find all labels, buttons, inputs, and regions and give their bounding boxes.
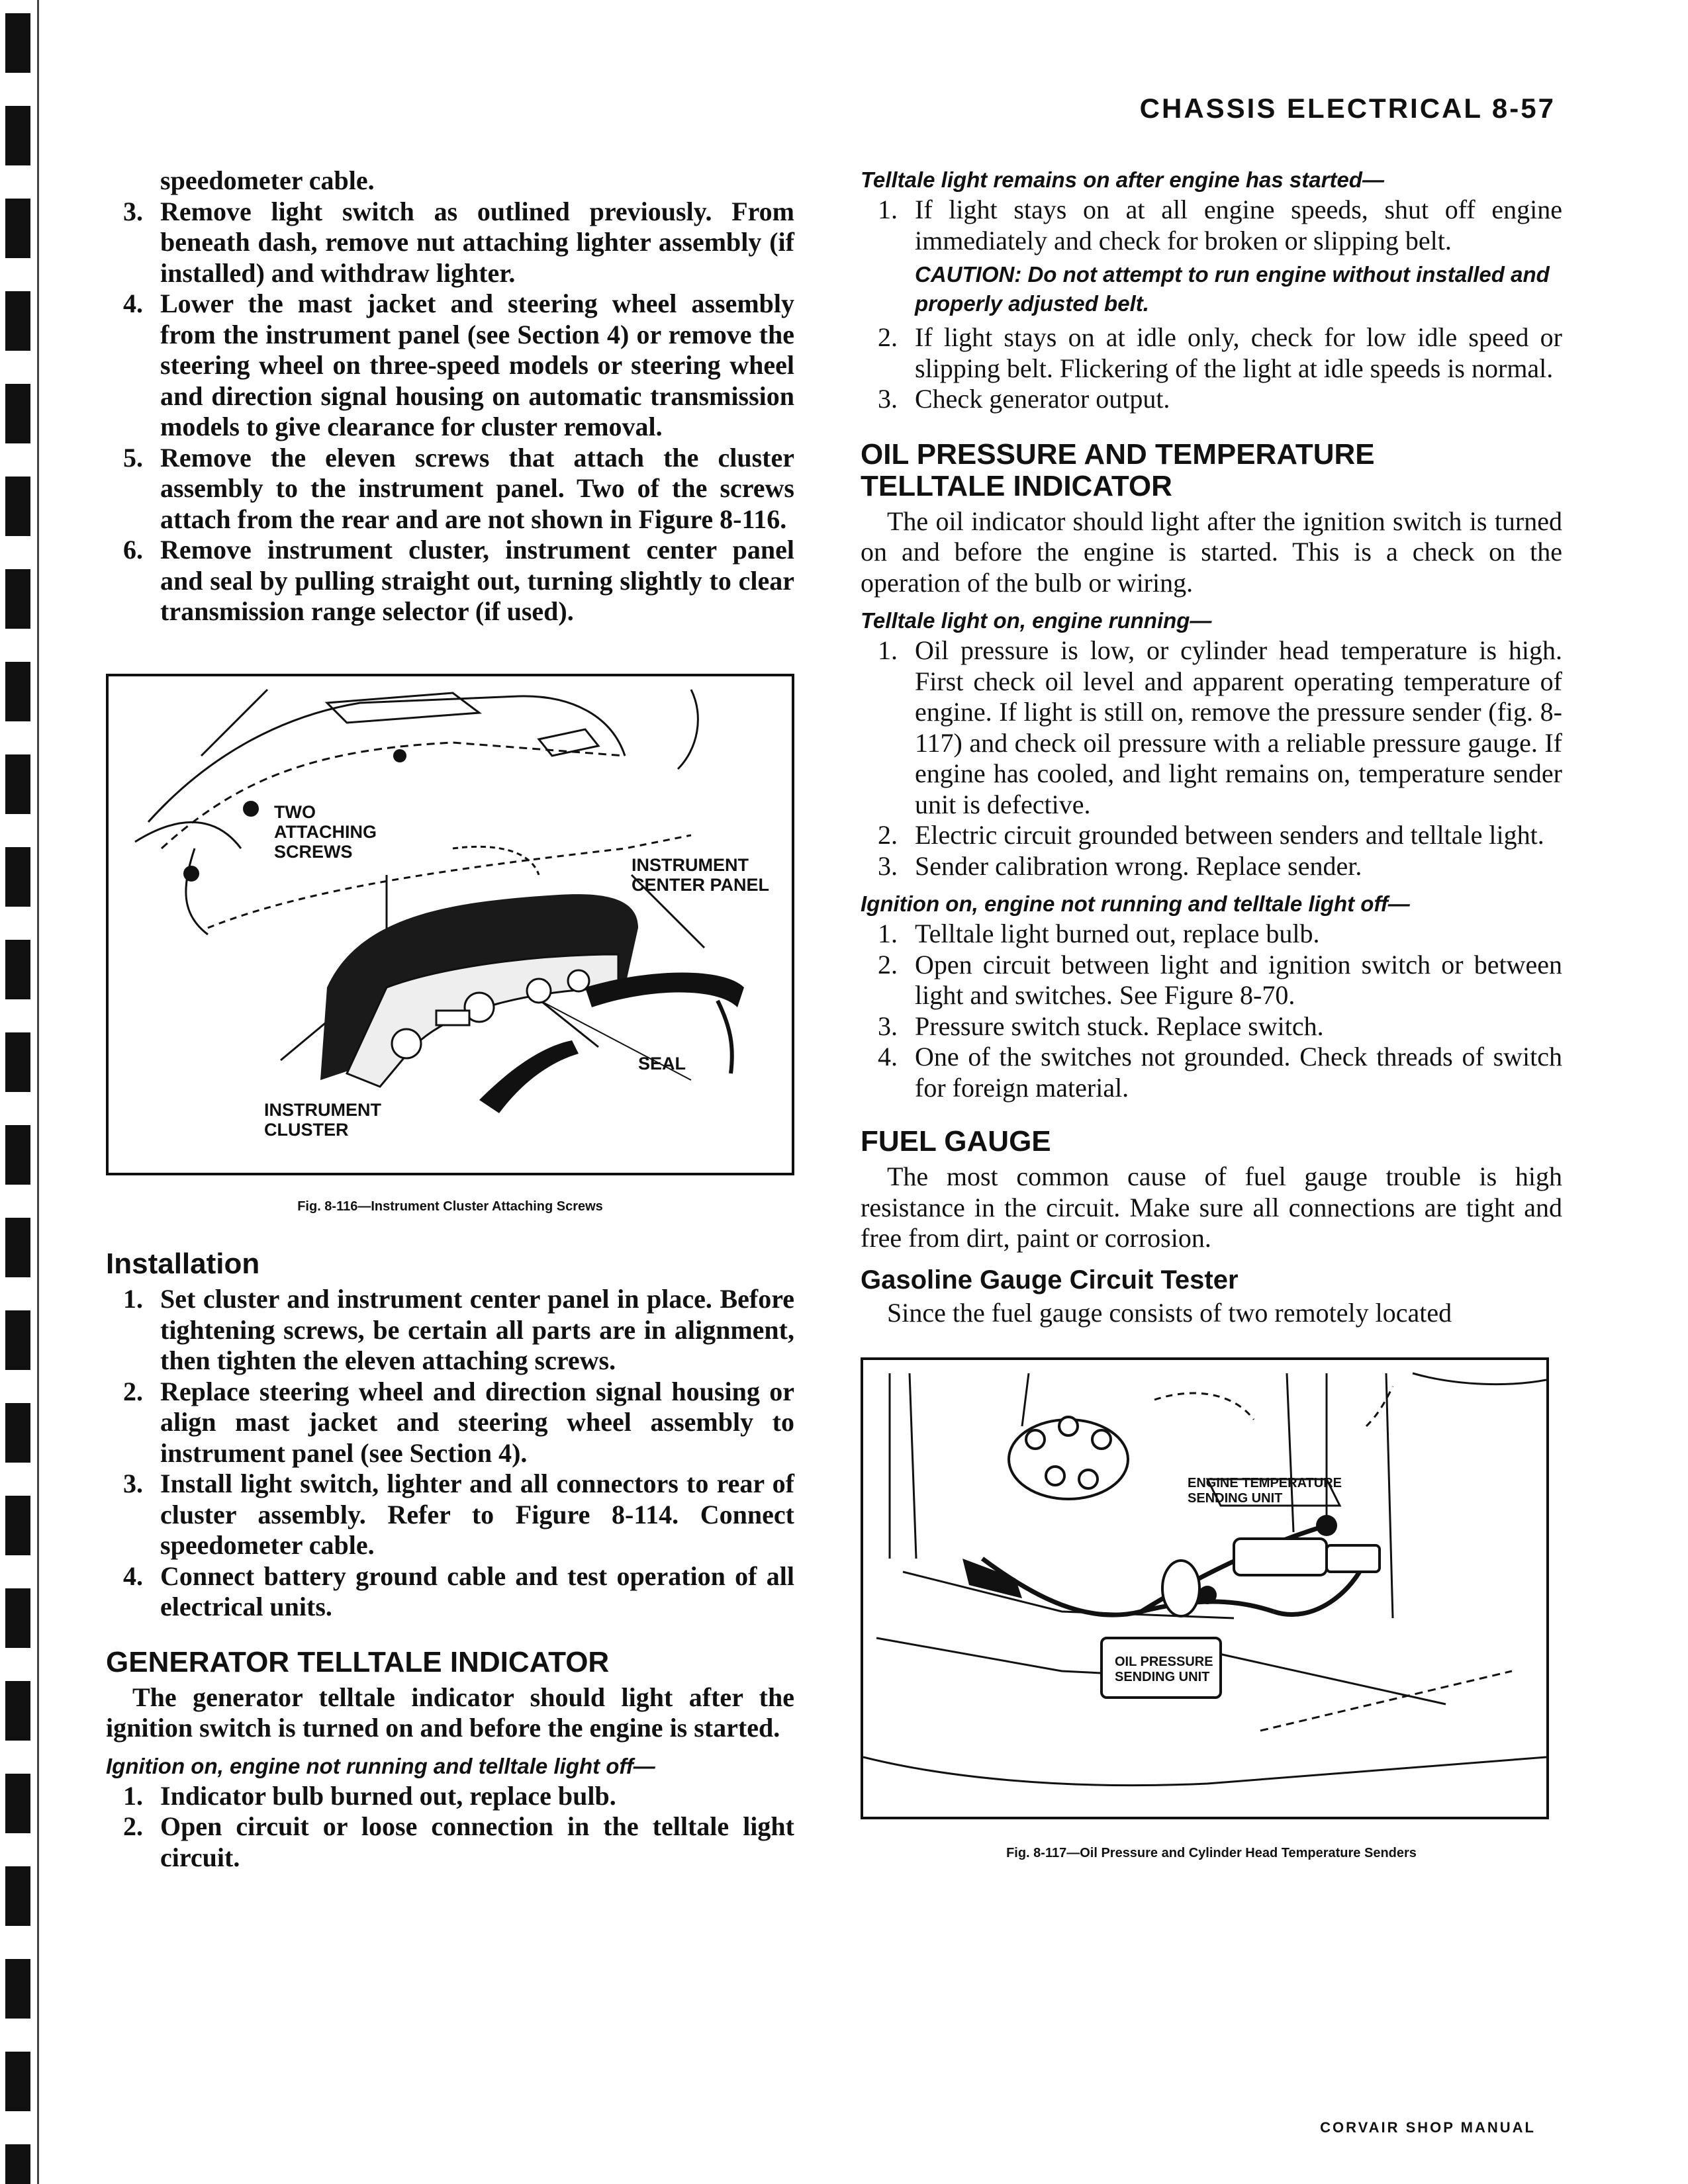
caution-note: CAUTION: Do not attempt to run engine without installed and properly adjusted belt.	[915, 262, 1550, 316]
page-header: CHASSIS ELECTRICAL 8-57	[1139, 93, 1556, 124]
page-footer: CORVAIR SHOP MANUAL	[1320, 2119, 1536, 2136]
list-item: 5. Remove the eleven screws that attach the cluster assembly to the instrument panel. Two of the screws attach from the rear and are not shown in Figure 8-116.	[123, 442, 794, 534]
section-heading-installation: Installation	[106, 1248, 260, 1280]
generator-steps	[106, 1781, 794, 1874]
generator-intro: The generator telltale indicator should light after the ignition switch is turned on and before the engine is started.	[106, 1682, 794, 1743]
section-heading-generator-telltale: GENERATOR TELLTALE INDICATOR	[106, 1645, 610, 1678]
list-item: 4. Connect battery ground cable and test operation of all electrical units.	[123, 1561, 794, 1621]
label-instrument-center-panel: INSTRUMENT CENTER PANEL	[632, 854, 770, 895]
figure-instrument-cluster	[106, 674, 794, 1175]
list-item: 3. Remove light switch as outlined previously. From beneath dash, remove nut attaching lighter assembly (if installed) and withdraw lighter.	[123, 196, 794, 288]
label-engine-temperature-sending-unit: ENGINE TEMPERATURE SENDING UNIT	[1188, 1476, 1342, 1506]
section-heading-oil-pressure: OIL PRESSURE AND TEMPERATURE	[861, 437, 1375, 471]
condition-heading: Ignition on, engine not running and telltale light off—	[106, 1753, 655, 1778]
page-binding-edge	[0, 0, 46, 2184]
not-running-steps	[861, 919, 1562, 1103]
figure-caption: Fig. 8-116—Instrument Cluster Attaching Screws	[297, 1199, 603, 1214]
list-item: 3. Install light switch, lighter and all connectors to rear of cluster assembly. Refer to Figure 8-114. Connect speedometer cable.	[123, 1469, 794, 1560]
figure-caption: Fig. 8-117—Oil Pressure and Cylinder Head Temperature Senders	[1006, 1846, 1417, 1860]
subsection-heading-circuit-tester: Gasoline Gauge Circuit Tester	[861, 1265, 1239, 1295]
condition-heading: Telltale light on, engine running—	[861, 608, 1212, 633]
list-item: 1. Oil pressure is low, or cylinder head temperature is high. First check oil level and apparent operating temperature of engine. If light is still on, remove the pressure sender (fig. 8-117) and check oil pressure with a reliable pressure gauge. If engine has cooled, and light remains on, temperature sender unit is defective.	[878, 635, 1562, 819]
oil-intro: The oil indicator should light after the ignition switch is turned on and before the engine is started. This is a check on the operation of the bulb or wiring.	[861, 506, 1562, 598]
label-seal: SEAL	[638, 1053, 686, 1073]
right-column	[861, 165, 1562, 1869]
cluster-illustration	[109, 676, 792, 1173]
condition-heading: Telltale light remains on after engine has started—	[861, 167, 1384, 192]
list-item: 3. Pressure switch stuck. Replace switch.	[878, 1011, 1324, 1041]
section-heading-fuel-gauge: FUEL GAUGE	[861, 1125, 1051, 1158]
page-binding-line	[37, 0, 39, 2184]
list-item: 6. Remove instrument cluster, instrument center panel and seal by pulling straight out, turning slightly to clear transmission range selector (if used).	[123, 535, 794, 626]
list-item: 1. Set cluster and instrument center panel in place. Before tightening screws, be certain all parts are in alignment, then tighten the eleven attaching screws.	[123, 1284, 794, 1375]
continued-text: speedometer cable.	[160, 165, 375, 195]
list-item: 4. One of the switches not grounded. Check threads of switch for foreign material.	[878, 1042, 1562, 1103]
figure-oil-pressure-senders	[861, 1357, 1549, 1819]
fuel-intro: The most common cause of fuel gauge trouble is high resistance in the circuit. Make sure all connections are tight and free from dirt, paint or corrosion.	[861, 1161, 1562, 1253]
list-item: 2. Open circuit between light and ignition switch or between light and switches. See Figure 8-70.	[878, 949, 1562, 1010]
list-item: 2. Open circuit or loose connection in the telltale light circuit.	[123, 1811, 794, 1872]
section-heading-oil-pressure-line2: TELLTALE INDICATOR	[861, 469, 1172, 502]
condition-heading: Ignition on, engine not running and telltale light off—	[861, 891, 1410, 916]
list-item: 1. If light stays on at all engine speeds, shut off engine immediately and check for broken or slipping belt.	[878, 195, 1562, 255]
list-item: 3. Check generator output.	[878, 384, 1170, 414]
label-instrument-cluster: INSTRUMENT CLUSTER	[264, 1099, 381, 1140]
list-item: 2. If light stays on at idle only, check for low idle speed or slipping belt. Flickering of the light at idle speeds is normal.	[878, 322, 1562, 383]
list-item: 2. Replace steering wheel and direction signal housing or align mast jacket and steering wheel assembly to instrument panel (see Section 4).	[123, 1376, 794, 1468]
telltale-steps-b	[861, 322, 1562, 415]
telltale-steps-a	[861, 195, 1562, 256]
list-item: 4. Lower the mast jacket and steering wheel assembly from the instrument panel (see Section 4) or remove the steering wheel on three-speed models or steering wheel and direction signal housing on automatic transmission models to give clearance for cluster removal.	[123, 289, 794, 441]
removal-steps	[106, 197, 794, 627]
running-steps	[861, 635, 1562, 882]
fuel-subtext: Since the fuel gauge consists of two remotely located	[887, 1297, 1452, 1328]
list-item: 3. Sender calibration wrong. Replace sender.	[878, 850, 1362, 881]
left-column	[106, 165, 794, 1873]
installation-steps	[106, 1284, 794, 1623]
senders-illustration	[863, 1360, 1546, 1817]
list-item: 1. Indicator bulb burned out, replace bulb.	[123, 1780, 616, 1811]
label-oil-pressure-sending-unit: OIL PRESSURE SENDING UNIT	[1115, 1655, 1213, 1684]
list-item: 2. Electric circuit grounded between senders and telltale light.	[878, 820, 1544, 850]
list-item: 1. Telltale light burned out, replace bulb.	[878, 919, 1320, 948]
label-attaching-screws: TWO ATTACHING SCREWS	[274, 801, 377, 862]
